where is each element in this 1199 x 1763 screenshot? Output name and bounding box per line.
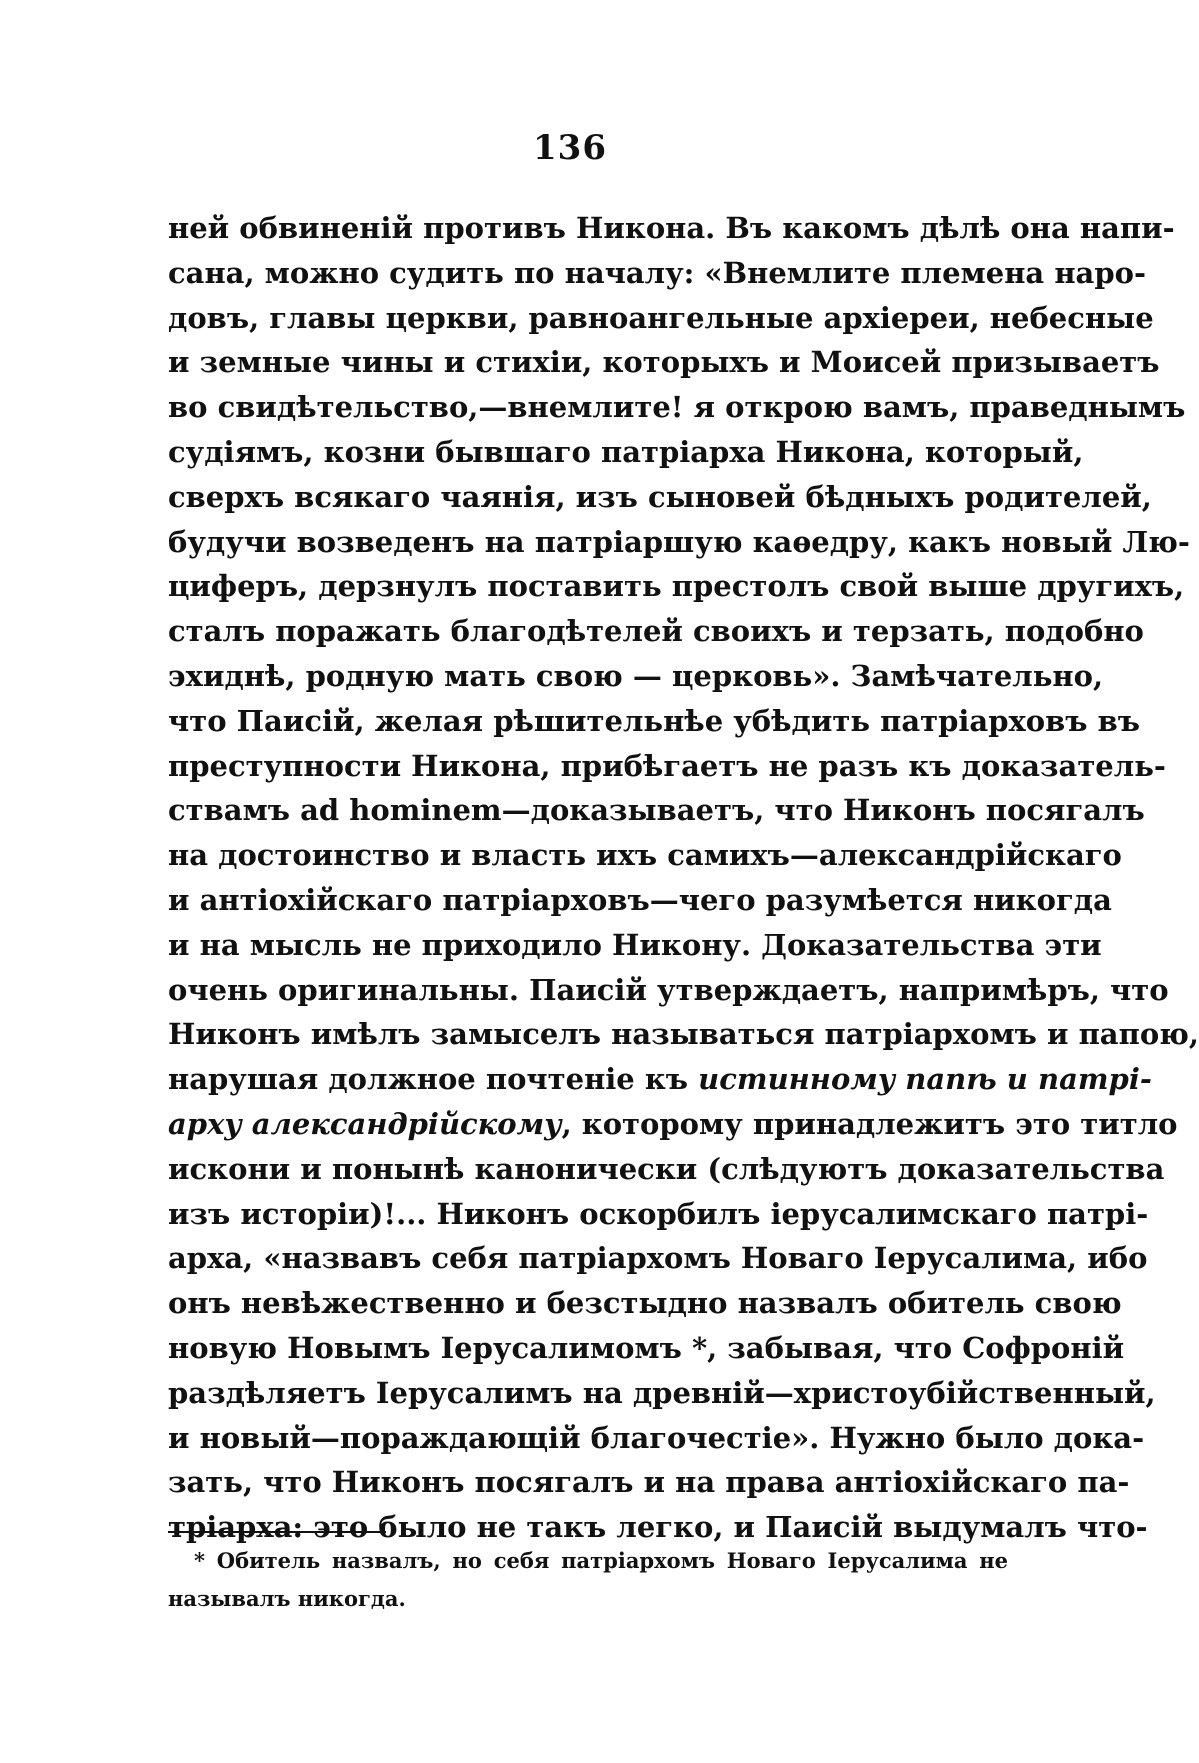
text-line: сана, можно судить по началу: «Внемлите племена наро- xyxy=(168,255,1146,290)
text-line: искони и понынѣ канонически (слѣдуютъ доказательства xyxy=(168,1151,1165,1186)
text-line: арха, «назвавъ себя патріархомъ Новаго Іерусалима, ибо xyxy=(168,1241,1148,1276)
text-line: новую Новымъ Іерусалимомъ *, забывая, что Софроній xyxy=(168,1330,1125,1365)
text-line: сталъ поражать благодѣтелей своихъ и терзать, подобно xyxy=(168,614,1144,649)
text-line: очень оригинальны. Паисій утверждаетъ, напримѣръ, что xyxy=(168,972,1169,1007)
text-italic-segment: арху александрійскому xyxy=(168,1106,562,1141)
text-line: Никонъ имѣлъ замыселъ называться патріархомъ и папою, xyxy=(168,1017,1199,1052)
text-line: и новый—пораждающій благочестіе». Нужно было дока- xyxy=(168,1420,1145,1455)
text-line: сверхъ всякаго чаянія, изъ сыновей бѣдныхъ родителей, xyxy=(168,479,1152,514)
text-line: на достоинство и власть ихъ самихъ—александрійскаго xyxy=(168,838,1122,873)
text-line: преступности Никона, прибѣгаетъ не разъ къ доказатель- xyxy=(168,748,1166,783)
text-italic-segment: истинному папѣ и патрі- xyxy=(698,1062,1152,1097)
text-line: довъ, главы церкви, равноангельные архіереи, небесные xyxy=(168,300,1154,335)
text-line: раздѣляетъ Іерусалимъ на древній—христоубійственный, xyxy=(168,1375,1156,1410)
text-line: тріарха: это было не такъ легко, и Паисій выдумалъ что- xyxy=(168,1510,1148,1545)
text-plain-segment: , которому принадлежитъ это титло xyxy=(561,1106,1178,1141)
text-line: и антіохійскаго патріарховъ—чего разумѣется никогда xyxy=(168,882,1112,917)
text-line-mixed xyxy=(168,1057,1152,1102)
text-line: и земные чины и стихіи, которыхъ и Моисей призываетъ xyxy=(168,345,1160,380)
footnote-line: называлъ никогда. xyxy=(168,1586,406,1611)
text-line: циферъ, дерзнулъ поставить престолъ свой выше другихъ, xyxy=(168,569,1185,604)
text-line: во свидѣтельство,—внемлите! я открою вамъ, праведнымъ xyxy=(168,390,1186,425)
text-line: и на мысль не приходило Никону. Доказательства эти xyxy=(168,927,1102,962)
text-line: что Паисій, желая рѣшительнѣе убѣдить патріарховъ въ xyxy=(168,703,1140,738)
text-line: эхиднѣ, родную мать свою — церковь». Замѣчательно, xyxy=(168,658,1104,693)
text-line: зать, что Никонъ посягалъ и на права антіохійскаго па- xyxy=(168,1465,1130,1500)
footnote-line: * Обитель назвалъ, но себя патріархомъ Новаго Іерусалима не xyxy=(194,1548,1008,1573)
text-line: онъ невѣжественно и безстыдно назвалъ обитель свою xyxy=(168,1286,1122,1321)
text-line-mixed xyxy=(168,1102,1178,1147)
footnote-divider xyxy=(168,1531,386,1533)
body-text xyxy=(168,206,1199,1550)
page-number: 136 xyxy=(533,128,607,168)
text-line: ствамъ ad hominem—доказываетъ, что Никонъ посягалъ xyxy=(168,793,1145,828)
text-line: ней обвиненій противъ Никона. Въ какомъ дѣлѣ она напи- xyxy=(168,211,1175,245)
footnote xyxy=(168,1542,1008,1618)
text-line: будучи возведенъ на патріаршую каѳедру, какъ новый Лю- xyxy=(168,524,1190,559)
text-line: судіямъ, козни бывшаго патріарха Никона, который, xyxy=(168,434,1084,469)
text-plain-segment: нарушая должное почтеніе къ xyxy=(168,1062,699,1097)
text-line: изъ исторіи)!... Никонъ оскорбилъ іерусалимскаго патрі- xyxy=(168,1196,1149,1231)
